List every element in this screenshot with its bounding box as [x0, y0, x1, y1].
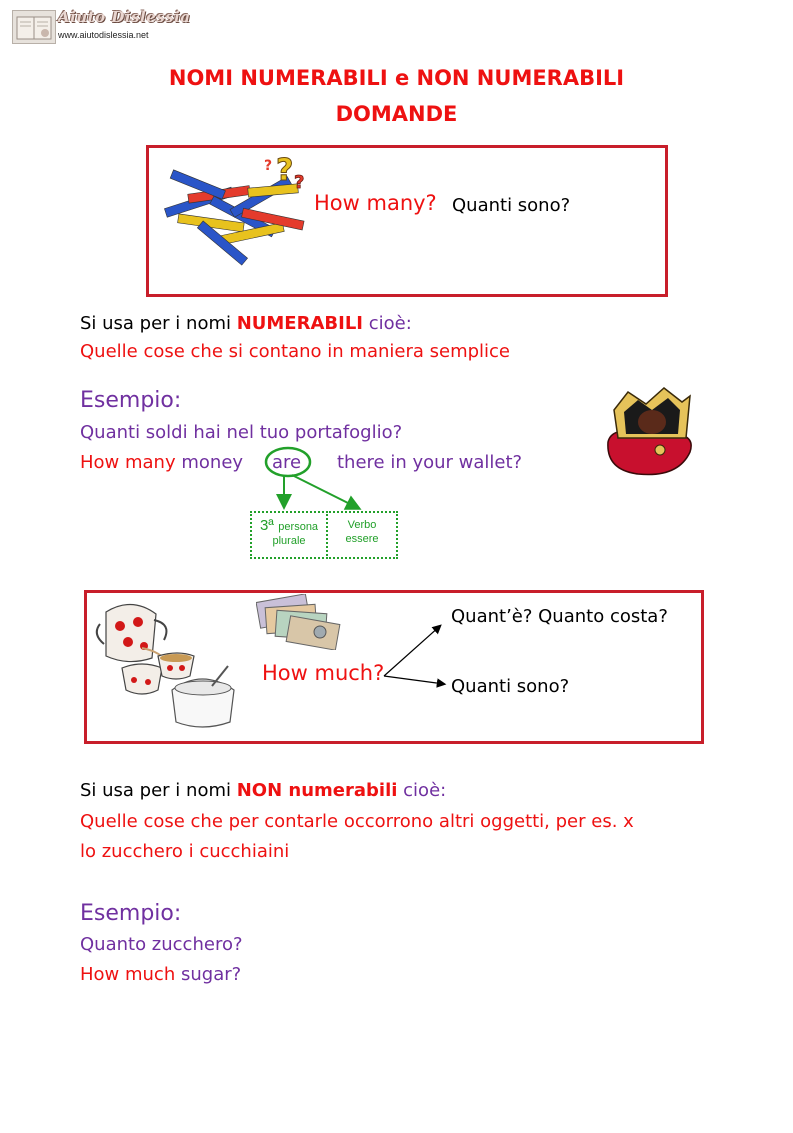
non-numerabili-definition-line2: lo zucchero i cucchiaini — [80, 841, 290, 862]
page-subtitle: DOMANDE — [335, 102, 458, 126]
non-numerabili-intro — [80, 780, 446, 801]
svg-text:?: ? — [276, 153, 294, 188]
numerabili-example-heading: Esempio: — [80, 388, 182, 413]
non-numerabili-example-heading: Esempio: — [80, 901, 182, 926]
numerabili-intro-prefix: Si usa per i nomi — [80, 313, 237, 334]
how-many-label: How many? — [314, 191, 437, 215]
example-money: money — [181, 452, 244, 473]
note-person-sub2: plurale — [272, 535, 306, 547]
numerabili-keyword: NUMERABILI — [236, 313, 363, 334]
example-how-many: How many — [80, 452, 176, 473]
wallet-illustration — [598, 382, 698, 480]
non-numerabili-example-english — [80, 964, 241, 985]
numerabili-definition: Quelle cose che si contano in maniera semplice — [80, 341, 510, 362]
note-person-main: 3ª — [259, 517, 274, 534]
numerabili-example-english — [80, 452, 243, 473]
svg-text:?: ? — [264, 158, 273, 174]
example-there-in-wallet: there in your wallet? — [337, 452, 523, 473]
note-verb-2: essere — [345, 533, 379, 545]
numerabili-example-italian: Quanti soldi hai nel tuo portafoglio? — [80, 422, 403, 443]
numerabili-intro-suffix: cioè: — [362, 313, 412, 334]
how-much-option-cost: Quant’è? Quanto costa? — [451, 606, 668, 627]
how-many-translation: Quanti sono? — [452, 195, 571, 216]
example-verb-are: are — [272, 452, 302, 473]
example-sugar: sugar? — [180, 964, 242, 985]
banknotes-illustration — [256, 594, 342, 650]
logo-url[interactable]: www.aiutodislessia.net — [58, 30, 149, 40]
non-numerabili-intro-prefix: Si usa per i nomi — [80, 780, 237, 801]
how-much-option-count: Quanti sono? — [451, 676, 570, 697]
note-verb-1: Verbo — [347, 519, 377, 531]
svg-text:?: ? — [294, 172, 305, 193]
example-how-much: How much — [80, 964, 176, 985]
how-much-label: How much? — [262, 661, 385, 685]
teapot-sugar-illustration — [92, 594, 242, 732]
logo-title[interactable]: Aiuto Dislessia — [58, 8, 191, 26]
how-much-arrows — [380, 620, 450, 692]
clothespins-illustration — [158, 150, 318, 268]
non-numerabili-example-italian: Quanto zucchero? — [80, 934, 243, 955]
page-title: NOMI NUMERABILI e NON NUMERABILI — [168, 66, 625, 90]
note-third-person-plural — [250, 511, 328, 559]
logo-image — [12, 10, 56, 44]
non-numerabili-intro-suffix: cioè: — [397, 780, 447, 801]
non-numerabili-definition-line1: Quelle cose che per contarle occorrono altri oggetti, per es. x — [80, 811, 634, 832]
note-verb-essere — [326, 511, 398, 559]
non-numerabili-keyword: NON numerabili — [236, 780, 398, 801]
note-person-sub: persona — [278, 521, 319, 533]
numerabili-intro — [80, 313, 412, 334]
